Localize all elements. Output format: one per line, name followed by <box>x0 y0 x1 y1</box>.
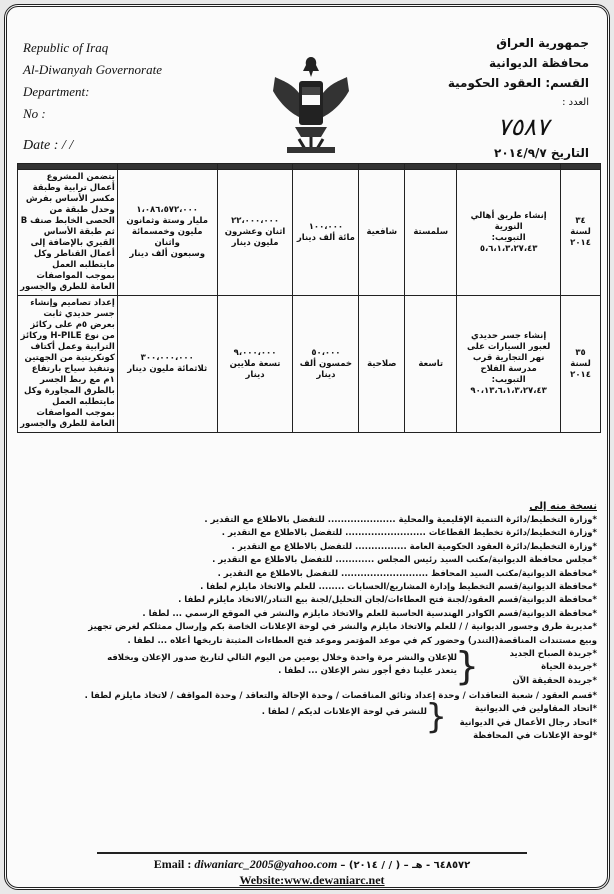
distribution-title: نسخة منه إلى <box>529 501 597 512</box>
board-item: *اتحاد المقاولين في الديوانية <box>474 704 597 715</box>
table-row <box>18 296 601 433</box>
footer-email-line <box>97 857 527 872</box>
distribution-line: *محافظة الديوانية/قسم العقود/لجنة فتح العطاءات/لجان التحليل/لجنة بيع التنادر/الاتخاذ مايلزم لطفا . <box>178 595 597 606</box>
row-method: صلاحية <box>359 296 405 433</box>
row-guarantee: ٢٢،٠٠٠،٠٠٠ اثنان وعشرون مليون دينار <box>217 170 293 296</box>
distribution-line: *محافظة الديوانية/قسم التخطيط وإدارة المشاريع/الحسابات ........ للعلم والاتخاذ مايلزم لطفا . <box>200 581 597 592</box>
newspapers-block <box>23 643 597 690</box>
row-guarantee: ٩،٠٠٠،٠٠٠ تسعة ملايين دينار <box>217 296 293 433</box>
document-number: ٧٥٨٧ <box>497 115 549 141</box>
newspaper-item: *جريدة الحياة <box>541 662 597 673</box>
newspaper-item: *جريدة الصباح الجديد <box>509 648 597 659</box>
row-category: تاسعة <box>405 296 457 433</box>
footer-date: – (٢٠١٤ / / ) – <box>340 860 413 871</box>
row-seq: ٣٤ لسنة ٢٠١٤ <box>561 170 601 296</box>
distribution-line: *وزارة التخطيط/دائرة التنمية الإقليمية والمحلية ..................... للتفضل بالاطلاع مع التقدير . <box>204 515 597 525</box>
row-method: شافعية <box>359 170 405 296</box>
distribution-line: *مجلس محافظة الديوانية/مكتب السيد رئيس المجلس ............ للتفضل بالاطلاع مع التقدير . <box>212 555 597 566</box>
boards-block <box>23 697 597 745</box>
republic-ar: جمهورية العراق <box>496 36 589 50</box>
date-ar: التاريخ ٢٠١٤/٩/٧ <box>494 146 589 160</box>
row-doc-price: ٥٠،٠٠٠ خمسون ألف دينار <box>293 296 359 433</box>
number-en: No : <box>23 106 46 121</box>
row-project: إنشاء طريق أهالي النورية التبويب: ٥،٦،١،٣،٢٧،٤٣ <box>457 170 561 296</box>
date-en: Date : / / <box>23 138 74 153</box>
row-cost: ٣٠٠،٠٠٠،٠٠٠ ثلاثمائة مليون دينار <box>117 296 217 433</box>
header-right <box>379 33 589 163</box>
footer-divider <box>97 852 527 854</box>
brace-icon: { <box>425 697 447 738</box>
row-description: يتضمن المشروع أعمال ترابية وطبقة مكسر الأساس بفرش وحدل طبقة من الحصى الخابط صنف B ثم طبقة الأساس القيري بالإضافة إلى أعمال القناطر وكل مايتطلبه العمل بموجب المواصفات العامة للطرق والجسور <box>18 170 118 296</box>
row-category: سلمستة <box>405 170 457 296</box>
distribution-line: *مديرية طرق وجسور الديوانية / / للعلم والاتخاذ مايلزم والنشر في لوحة الإعلانات الخاصة بكم وإرسال ممثلكم لغرض تجهيز <box>88 622 597 633</box>
footer-website-line <box>97 873 527 888</box>
email-label: Email : <box>153 857 192 871</box>
email-link[interactable]: diwaniarc_2005@yahoo.com <box>194 857 338 871</box>
row-cost: ١،٠٨٦،٥٧٢،٠٠٠ مليار وستة وثمانون مليون وخمسمائة واثنان وسبعون ألف دينار <box>117 170 217 296</box>
newspapers-note: للإعلان والنشر مرة واحدة وخلال يومين من اليوم التالي لتاريخ صدور الإعلان وبخلافه يتعذر علينا دفع أجور نشر الإعلان ... لطفا . <box>107 652 457 676</box>
newspaper-item: *جريدة الحقيقة الآن <box>512 675 597 686</box>
boards-note: للنشر في لوحة الإعلانات لديكم / لطفا . <box>261 707 427 718</box>
row-doc-price: ١٠٠،٠٠٠ مائة ألف دينار <box>293 170 359 296</box>
department-ar: القسم: العقود الحكومية <box>447 76 589 90</box>
contracts-line: *قسم العقود / شعبة التعاقدات / وحدة إعداد وثائق المناقصات / وحدة الإحالة والتعاقد / وحدة المواقف / لاتخاذ مايلزم لطفا . <box>84 690 597 701</box>
board-item: *لوحة الإعلانات في المحافظة <box>473 731 597 742</box>
governorate-ar: محافظة الديوانية <box>489 56 589 70</box>
governorate-en: Al-Diwanyah Governorate <box>23 62 163 77</box>
distribution-line: وبيع مستندات المناقصة(التندر) وحضور كم في موعد المؤتمر وموعد فتح العطاءات المثبتة تاريخها أعلاه ... لطفا . <box>127 635 597 646</box>
website-link[interactable]: www.dewaniarc.net <box>284 873 385 887</box>
document-page <box>4 4 610 890</box>
distribution-line: *محافظة الديوانية/قسم الكوادر الهندسية الحاسبة للعلم والاتخاذ مايلزم والنشر في الموقع الرسمي ... لطفا . <box>142 608 597 619</box>
table-row <box>18 170 601 296</box>
distribution-list <box>23 501 597 745</box>
header-left <box>23 37 223 157</box>
distribution-line: *وزارة التخطيط/دائرة العقود الحكومية العامة ................ للتفضل بالاطلاع مع التقدير . <box>231 541 597 552</box>
brace-icon: { <box>454 643 479 688</box>
row-description: إعداد تصاميم وإنشاء جسر حديدي ثابت بعرض ٥م على ركائز من نوع H-PILE وركائز الترابية وعمل أكتاف كونكريتية من الجهتين وتنفيذ سياج بارتفاع ١م مع ربط الجسر بالطرق المجاورة وكل مايتطلبه العمل بموجب المواصفات العامة للطرق والجسور <box>18 296 118 433</box>
number-label-ar: العدد : <box>562 97 589 108</box>
distribution-line: *محافظة الديوانية/مكتب السيد المحافظ ........................... للتفضل بالاطلاع مع التقدير . <box>217 568 597 579</box>
row-seq: ٣٥ لسنة ٢٠١٤ <box>561 296 601 433</box>
row-project: إنشاء جسر حديدي لعبور السيارات على نهر التجارية قرب مدرسة الفلاح التبويب: ٩٠،١٣،٦،١،٣،٢٧،٤٣ <box>457 296 561 433</box>
iraq-eagle-emblem-icon <box>269 47 353 157</box>
distribution-line: *وزارة التخطيط/دائرة تخطيط القطاعات ......................... للتفضل بالاطلاع مع التقدير . <box>221 528 597 539</box>
department-en: Department: <box>23 84 90 99</box>
board-item: *اتحاد رجال الأعمال في الديوانية <box>459 717 597 728</box>
republic-en: Republic of Iraq <box>23 40 109 55</box>
footer-phone: ٦٤٨٥٧٢ - هـ <box>412 860 471 871</box>
website-label: Website: <box>239 873 285 887</box>
tender-table <box>17 163 601 433</box>
